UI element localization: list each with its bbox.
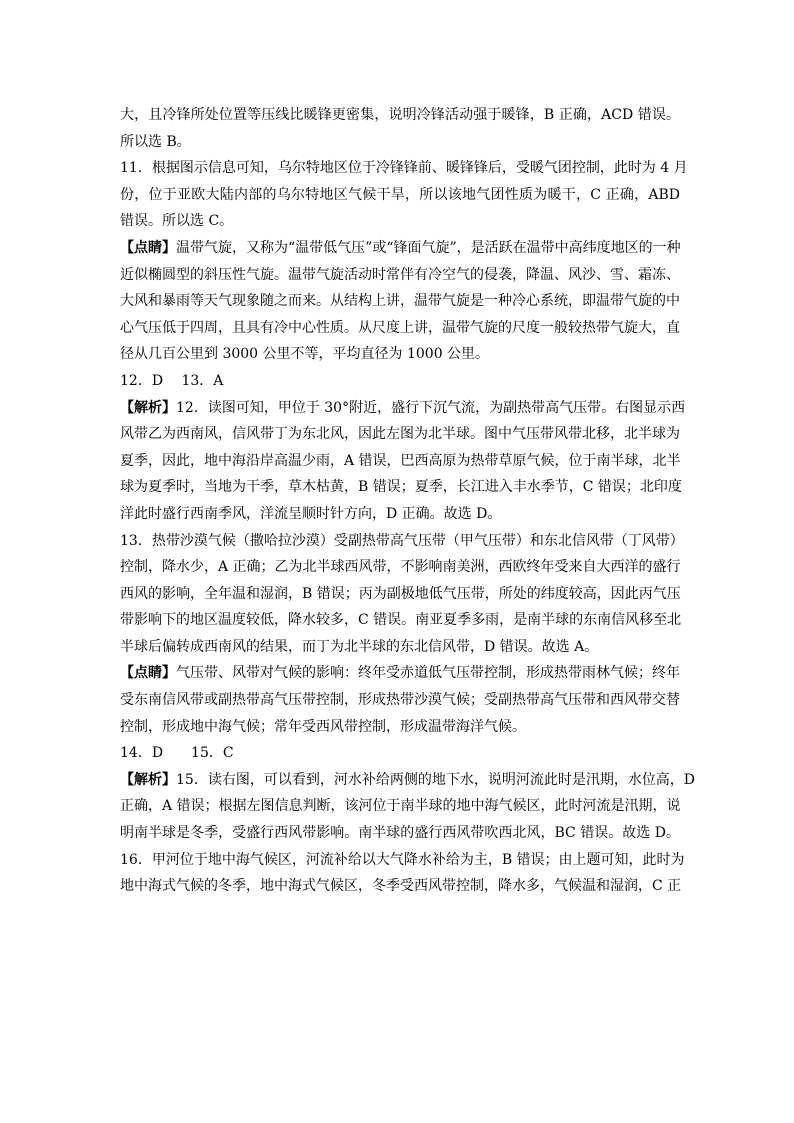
text-line: 洋此时盛行西南季风，洋流呈顺时针方向，D 正确。故选 D。 [120,505,502,522]
section-tag: 【点睛】 [120,239,176,256]
text-line: 半球后偏转成西南风的结果，而丁为北半球的东北信风带，D 错误。故选 A。 [120,638,599,655]
analysis-line: 【解析】12．读图可知，甲位于 30°附近，盛行下沉气流，为副热带高气压带。右图显示西 [120,399,686,416]
section-tag: 【点睛】 [120,665,176,682]
text-line: 正确，A 错误；根据左图信息判断，该河位于南半球的地中海气候区，此时河流是汛期，说 [120,798,681,815]
text-line: 大风和暴雨等天气现象随之而来。从结构上讲，温带气旋是一种冷心系统，即温带气旋的中 [120,293,680,310]
text-line: 风带乙为西南风，信风带丁为东北风，因此左图为北半球。图中气压带风带北移，北半球为 [120,426,680,443]
text-line: 球为夏季时，当地为干季，草木枯黄，B 错误；夏季，长江进入丰水季节，C 错误；北印度 [120,479,682,496]
text-line: 受东南信风带或副热带高气压带控制，形成热带沙漠气候；受副热带高气压带和西风带交替 [120,692,680,709]
text-line: 地中海式气候的冬季，地中海式气候区，冬季受西风带控制，降水多，气候温和湿润，C 正 [120,878,682,895]
section-tag: 【解析】 [120,399,176,416]
text-line: 带影响下的地区温度较低，降水较多，C 错误。南亚夏季多雨，是南半球的东南信风移至北 [120,612,682,629]
text-line: 所以选 B。 [120,133,191,150]
answer-line: 12．D 13．A [120,372,224,389]
text-line: 近似椭圆型的斜压性气旋。温带气旋活动时常伴有冷空气的侵袭，降温、风沙、雪、霜冻、 [120,266,680,283]
text-line: 13．热带沙漠气候（撒哈拉沙漠）受副热带高气压带（甲气压带）和东北信风带（丁风带） [120,532,684,549]
text-line: 控制，形成地中海气候；常年受西风带控制，形成温带海洋气候。 [120,718,526,735]
text-line: 径从几百公里到 3000 公里不等，平均直径为 1000 公里。 [120,346,490,363]
text-line: 心气压低于四周，且具有冷中心性质。从尺度上讲，温带气旋的尺度一般较热带气旋大，直 [120,319,680,336]
section-tag: 【解析】 [120,771,176,788]
annotation-line: 【点睛】气压带、风带对气候的影响：终年受赤道低气压带控制，形成热带雨林气候；终年 [120,665,680,682]
answer-line: 14．D 15．C [120,745,234,762]
text-line: 夏季，因此，地中海沿岸高温少雨，A 错误，巴西高原为热带草原气候，位于南半球，北半 [120,452,681,469]
text-line: 16．甲河位于地中海气候区，河流补给以大气降水补给为主，B 错误；由上题可知，此时为 [120,851,685,868]
annotation-line: 【点睛】温带气旋，又称为“温带低气压”或“锋面气旋”，是活跃在温带中高纬度地区的一种 [120,239,681,256]
text-line: 明南半球是冬季，受盛行西风带影响。南半球的盛行西风带吹西北风，BC 错误。故选 D。 [120,825,680,842]
text-line: 西风的影响，全年温和湿润，B 错误；丙为副极地低气压带，所处的纬度较高，因此丙气压 [120,585,681,602]
text-line: 控制，降水少，A 正确；乙为北半球西风带，不影响南美洲，西欧终年受来自大西洋的盛行 [120,559,681,576]
document-page [120,102,696,900]
analysis-line: 【解析】15．读右图，可以看到，河水补给两侧的地下水，说明河流此时是汛期，水位高，D [120,771,696,788]
text-line: 错误。所以选 C。 [120,213,234,230]
text-line: 大，且冷锋所处位置等压线比暖锋更密集，说明冷锋活动强于暖锋，B 正确，ACD 错误。 [120,107,680,123]
text-line: 份，位于亚欧大陆内部的乌尔特地区气候干旱，所以该地气团性质为暖干，C 正确，ABD [120,186,680,203]
text-line: 11．根据图示信息可知，乌尔特地区位于冷锋锋前、暖锋锋后，受暖气团控制，此时为 4 月 [120,160,688,177]
